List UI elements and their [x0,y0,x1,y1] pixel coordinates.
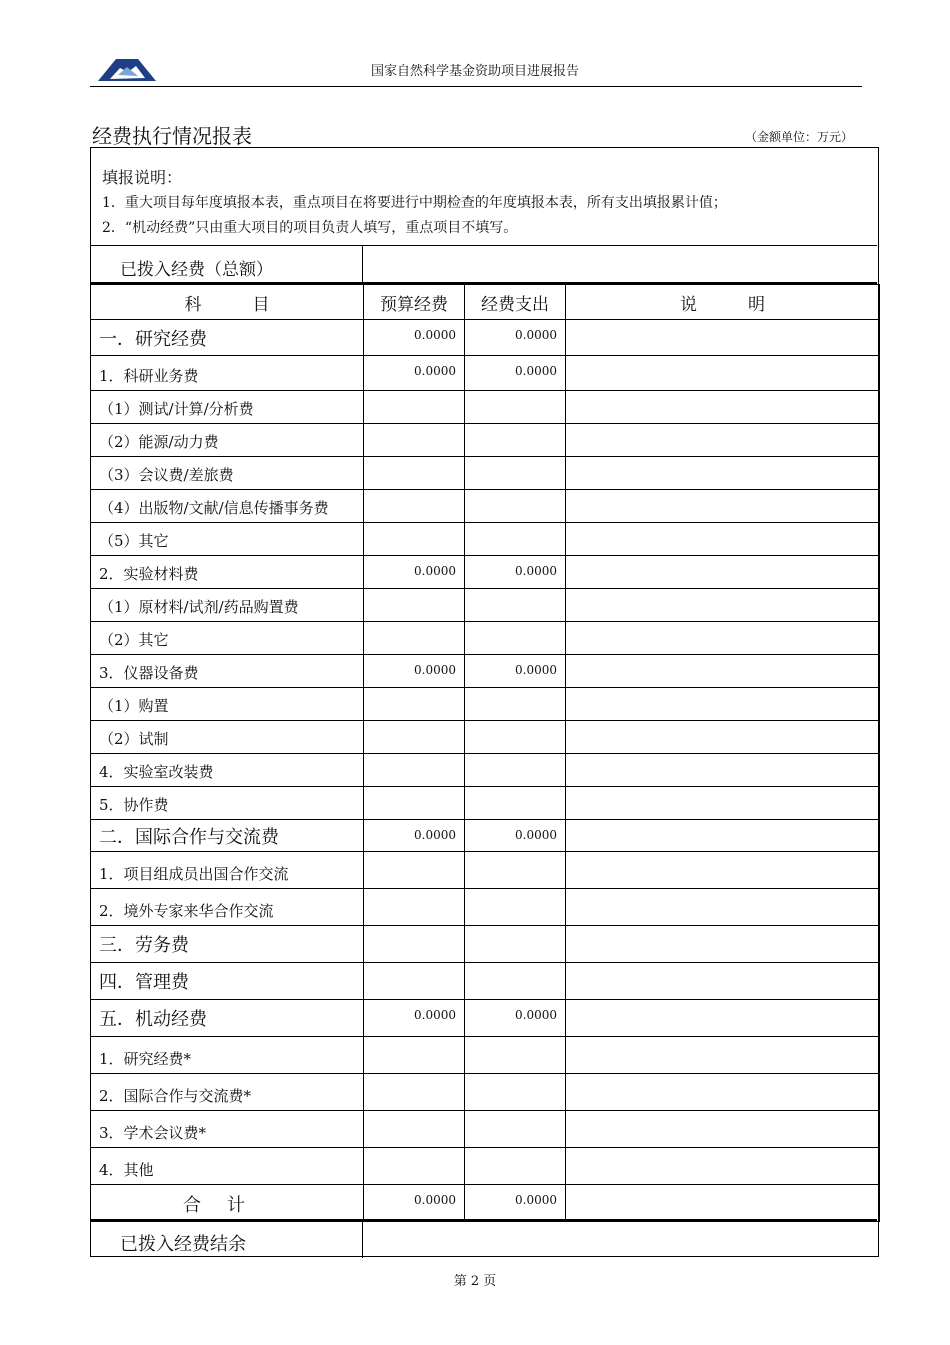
row-budget [364,963,465,1000]
row-expense [465,754,566,787]
row-expense [465,963,566,1000]
row-budget: 0.0000 [364,556,465,589]
table-row [91,655,880,688]
row-note [566,963,880,1000]
row-note [566,1111,880,1148]
row-note [566,1000,880,1037]
table-row [91,424,880,457]
row-expense [465,523,566,556]
row-expense [465,721,566,754]
report-title: 经费执行情况报表 [92,124,252,148]
row-expense [465,1074,566,1111]
table-row [91,1000,880,1037]
row-expense [465,622,566,655]
row-budget: 0.0000 [364,1000,465,1037]
row-expense: 0.0000 [465,655,566,688]
row-budget [364,1111,465,1148]
table-row [91,889,880,926]
row-subject: 5．协作费 [91,787,364,820]
row-expense [465,490,566,523]
table-row [91,1074,880,1111]
table-row [91,391,880,424]
row-subject: （1）购置 [91,688,364,721]
header-title: 国家自然科学基金资助项目进展报告 [370,64,579,79]
table-row [91,589,880,622]
row-subject: 一．研究经费 [91,320,364,356]
row-subject: 三．劳务费 [91,926,364,963]
allocated-funds-label: 已拨入经费（总额） [120,260,273,280]
table-row [91,1111,880,1148]
row-expense [465,926,566,963]
row-note [566,391,880,424]
row-subject: 2．实验材料费 [91,556,364,589]
table-row [91,490,880,523]
row-subject: （2）试制 [91,721,364,754]
row-expense [465,787,566,820]
row-note [566,589,880,622]
row-note [566,490,880,523]
row-budget [364,852,465,889]
row-note [566,926,880,963]
page-number: 第 2 页 [453,1274,497,1289]
unit-note: （金额单位：万元） [744,130,853,144]
row-note [566,889,880,926]
row-budget [364,787,465,820]
row-note [566,787,880,820]
row-budget: 0.0000 [364,655,465,688]
row-budget [364,688,465,721]
row-note [566,721,880,754]
row-note [566,622,880,655]
row-budget [364,523,465,556]
row-expense: 0.0000 [465,356,566,391]
header-expense: 经费支出 [465,285,566,320]
table-row [91,622,880,655]
row-subject: （2）能源/动力费 [91,424,364,457]
budget-table [90,284,880,1222]
table-row [91,1037,880,1074]
row-note [566,655,880,688]
table-row [91,1148,880,1185]
row-budget [364,754,465,787]
row-subject: 二．国际合作与交流费 [91,820,364,852]
row-budget [364,589,465,622]
row-budget: 0.0000 [364,320,465,356]
instructions-box [90,147,877,246]
table-row [91,688,880,721]
table-row [91,457,880,490]
table-row [91,523,880,556]
row-budget [364,1148,465,1185]
table-row [91,754,880,787]
row-budget [364,1074,465,1111]
row-subject: （1）测试/计算/分析费 [91,391,364,424]
row-subject: （3）会议费/差旅费 [91,457,364,490]
instructions-title: 填报说明： [102,168,183,187]
row-expense [465,391,566,424]
table-row [91,926,880,963]
row-expense: 0.0000 [465,556,566,589]
total-row [91,1185,880,1222]
balance-label: 已拨入经费结余 [120,1234,246,1255]
row-expense [465,1148,566,1185]
balance-row [90,1219,877,1258]
row-note [566,1037,880,1074]
total-label: 合计 [91,1185,364,1222]
row-subject: （2）其它 [91,622,364,655]
row-budget: 0.0000 [364,820,465,852]
row-note [566,688,880,721]
row-budget [364,1037,465,1074]
row-expense: 0.0000 [465,1000,566,1037]
row-expense [465,1111,566,1148]
row-budget [364,721,465,754]
row-budget [364,622,465,655]
header-divider [90,86,862,87]
row-subject: 1．科研业务费 [91,356,364,391]
row-note [566,852,880,889]
row-note [566,556,880,589]
header-note: 说 明 [566,285,880,320]
row-note [566,356,880,391]
table-row [91,556,880,589]
row-note [566,754,880,787]
row-budget [364,889,465,926]
row-subject: 3．学术会议费* [91,1111,364,1148]
row-note [566,320,880,356]
row-budget [364,424,465,457]
row-subject: 1．研究经费* [91,1037,364,1074]
row-expense [465,589,566,622]
row-note [566,523,880,556]
row-note [566,820,880,852]
instructions-line-1: 1．重大项目每年度填报本表，重点项目在将要进行中期检查的年度填报本表，所有支出填报累计值； [102,195,727,211]
row-note [566,424,880,457]
row-budget [364,457,465,490]
allocated-funds-row [90,246,877,284]
row-subject: 2．境外专家来华合作交流 [91,889,364,926]
table-row [91,963,880,1000]
row-expense [465,852,566,889]
row-subject: 4．实验室改装费 [91,754,364,787]
row-expense [465,688,566,721]
row-expense [465,457,566,490]
row-note [566,1074,880,1111]
row-subject: 四．管理费 [91,963,364,1000]
table-header-row [91,285,880,320]
table-row [91,356,880,391]
budget-table-body [91,320,880,1185]
row-subject: 2．国际合作与交流费* [91,1074,364,1111]
table-row [91,721,880,754]
row-subject: 五．机动经费 [91,1000,364,1037]
header-budget: 预算经费 [364,285,465,320]
row-note [566,1148,880,1185]
row-subject: 4．其他 [91,1148,364,1185]
table-row [91,820,880,852]
total-expense: 0.0000 [465,1185,566,1222]
row-subject: （4）出版物/文献/信息传播事务费 [91,490,364,523]
row-subject: 1．项目组成员出国合作交流 [91,852,364,889]
table-row [91,852,880,889]
header-subject: 科 目 [91,285,364,320]
row-budget: 0.0000 [364,356,465,391]
row-budget [364,490,465,523]
row-subject: 3．仪器设备费 [91,655,364,688]
row-expense [465,1037,566,1074]
row-expense: 0.0000 [465,820,566,852]
row-expense: 0.0000 [465,320,566,356]
table-row [91,787,880,820]
table-row [91,320,880,356]
total-budget: 0.0000 [364,1185,465,1222]
row-budget [364,391,465,424]
row-subject: （1）原材料/试剂/药品购置费 [91,589,364,622]
row-budget [364,926,465,963]
row-note [566,457,880,490]
instructions-line-2: 2．“机动经费”只由重大项目的项目负责人填写，重点项目不填写。 [102,220,518,236]
total-note [566,1185,880,1222]
row-subject: （5）其它 [91,523,364,556]
row-expense [465,424,566,457]
row-expense [465,889,566,926]
